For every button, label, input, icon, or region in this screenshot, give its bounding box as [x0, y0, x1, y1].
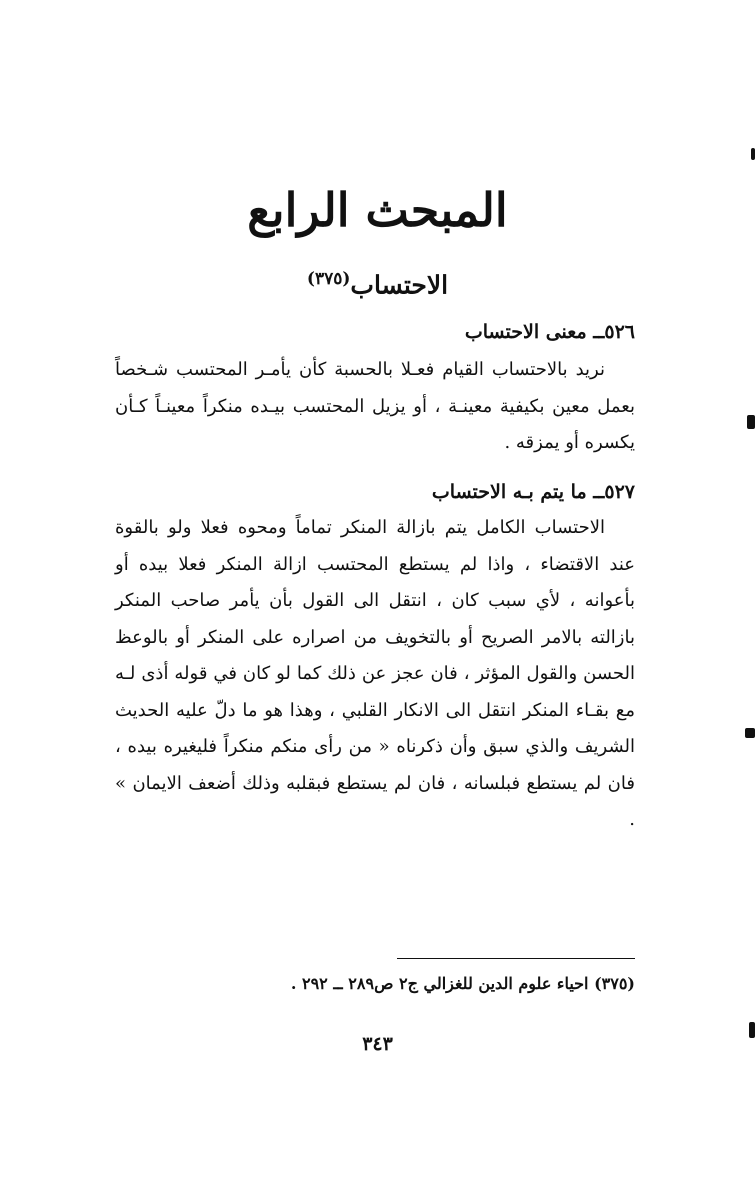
- paragraph-heading-527: ٥٢٧ــ ما يتم بـه الاحتساب: [431, 481, 635, 503]
- footnote-reference: (٣٧٥): [306, 269, 351, 289]
- scan-edge-mark: [751, 148, 755, 160]
- footnote-divider: [397, 958, 635, 959]
- scan-edge-mark: [747, 415, 755, 429]
- paragraph-527-text: الاحتساب الكامل يتم بازالة المنكر تماماً ومحوه فعلا ولو بالقوة عند الاقتضاء ، واذا لم يستطع المحتسب ازالة المنكر فعلا بيده أو بأعوانه ، لأي سبب كان ، انتقل الى القول بأن يأمر صاحب المنكر بازالته بالامر الصريح أو بالتخويف من اصراره على المنكر أو بالوعظ الحسن والقول المؤثر ، فان عجز عن ذلك كما لو كان في قوله أذى لـه مع بقـاء المنكر انتقل الى الانكار القلبي ، وهذا هو ما دلّ عليه الحديث الشريف والذي سبق وأن ذكرناه « من رأى منكم منكراً فليغيره بيده ، فان لم يستطع فبلسانه ، فان لم يستطع فبقلبه وذلك أضعف الايمان » .: [115, 517, 635, 830]
- footnote: (٣٧٥) احياء علوم الدين للغزالي ج٢ ص٢٨٩ ــ ٢٩٢ .: [290, 974, 635, 993]
- paragraph-527-body: [115, 510, 635, 839]
- chapter-title: المبحث الرابع: [247, 183, 508, 237]
- section-title-text: الاحتساب: [350, 270, 449, 300]
- scan-edge-mark: [749, 1022, 755, 1038]
- page-number: ٣٤٣: [362, 1033, 393, 1055]
- paragraph-526-text: نريد بالاحتساب القيام فعـلا بالحسبة كأن يأمـر المحتسب شـخصاً بعمل معين بكيفية معينـة ، أو يزيل المحتسب بيـده منكراً معينـاً كـأن يكسره أو يمزقه .: [115, 359, 635, 453]
- paragraph-heading-526: ٥٢٦ــ معنى الاحتساب: [464, 321, 635, 343]
- section-title: [0, 262, 755, 302]
- scan-edge-mark: [745, 728, 755, 738]
- paragraph-526-body: [115, 352, 635, 462]
